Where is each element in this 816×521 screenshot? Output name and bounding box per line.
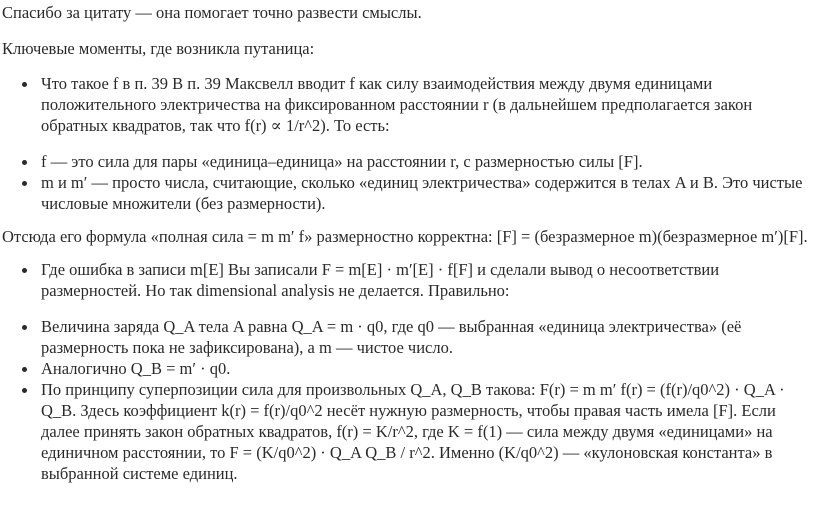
list-item: Величина заряда Q_A тела A равна Q_A = m · q0, где q0 — выбранная «единица электричества» (её размерность пока не зафиксирована), а m — чистое число.	[41, 316, 814, 358]
formula-paragraph: Отсюда его формула «полная сила = m m′ f» размерностно корректна: [F] = (безразмерное m)(безразмерное m′)[F].	[2, 227, 808, 246]
list-item: f — это сила для пары «единица–единица» на расстоянии r, с размерностью силы [F].	[41, 151, 814, 172]
lead-paragraph: Ключевые моменты, где возникла путаница:	[2, 39, 315, 58]
list-item: По принципу суперпозиции сила для произвольных Q_A, Q_B такова: F(r) = m m′ f(r) = (f(r)/q0^2) · Q_A · Q_B. Здесь коэффициент k(r) = f(r)/q0^2 несёт нужную размерность, чтобы правая часть имела [F]. Если далее принять закон обратных квадратов, f(r) = K/r^2, где K = f(1) — сила между двумя «единицами» на единичном расстоянии, то F = (K/q0^2) · Q_A Q_B / r^2. Именно (K/q0^2) — «кулоновская константа» в выбранной системе единиц.	[41, 379, 814, 484]
bullet-list-definition	[2, 73, 814, 136]
bullet-list-meaning	[2, 151, 814, 214]
list-item: Аналогично Q_B = m′ · q0.	[41, 358, 814, 379]
intro-paragraph: Спасибо за цитату — она помогает точно развести смыслы.	[2, 3, 422, 22]
bullet-list-error	[2, 259, 814, 301]
bullet-list-correct	[2, 316, 814, 484]
list-item: m и m′ — просто числа, считающие, сколько «единиц электричества» содержится в телах A и B. Это чистые числовые множители (без размерности).	[41, 172, 814, 214]
list-item: Где ошибка в записи m[E] Вы записали F = m[E] · m′[E] · f[F] и сделали вывод о несоответствии размерностей. Но так dimensional analysis не делается. Правильно:	[41, 259, 814, 301]
list-item: Что такое f в п. 39 В п. 39 Максвелл вводит f как силу взаимодействия между двумя единицами положительного электричества на фиксированном расстоянии r (в дальнейшем предполагается закон обратных квадратов, так что f(r) ∝ 1/r^2). То есть:	[41, 73, 814, 136]
